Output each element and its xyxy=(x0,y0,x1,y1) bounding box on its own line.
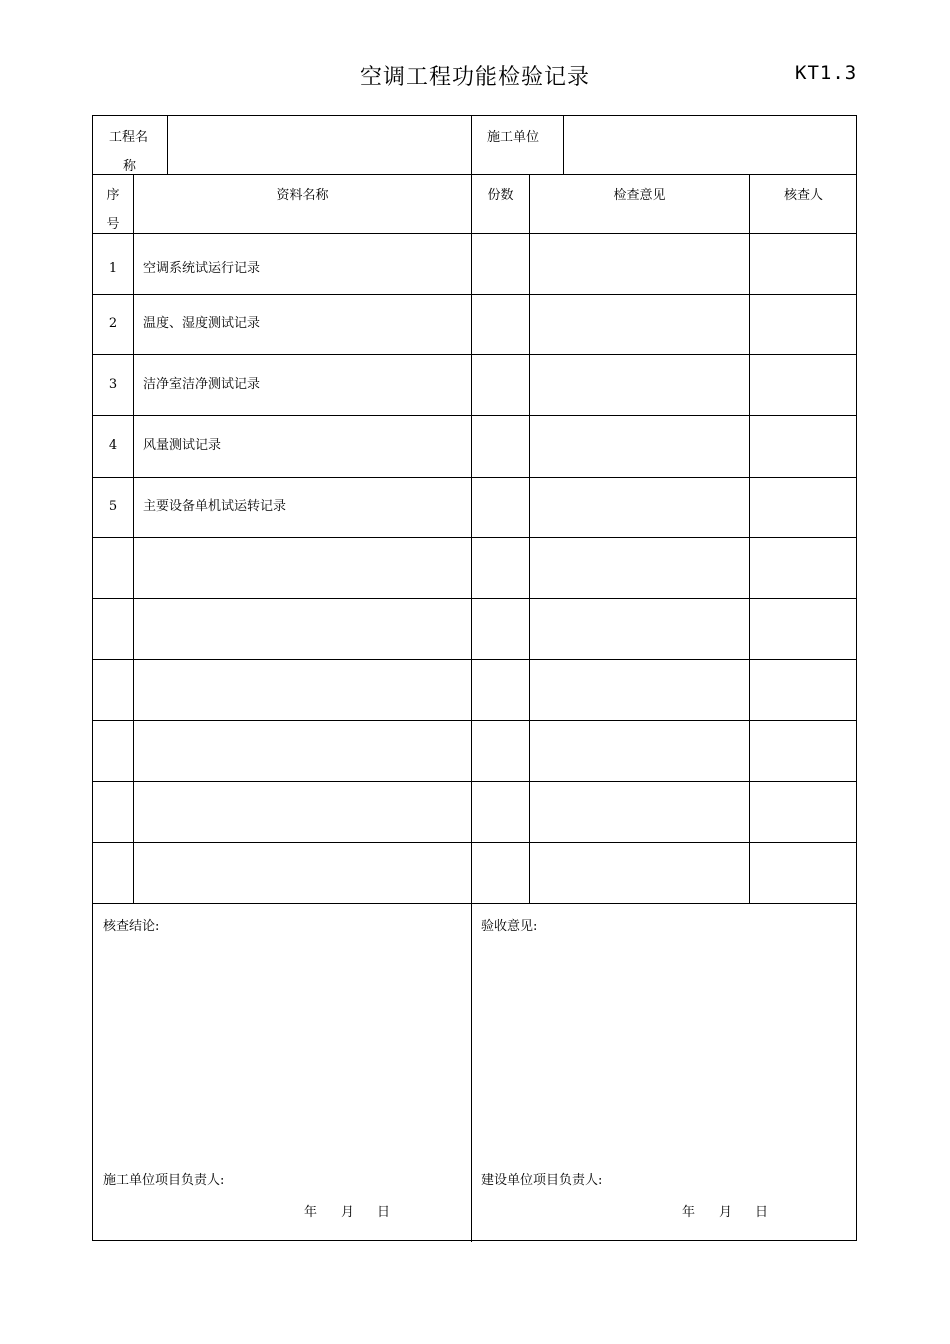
inspection-form-table xyxy=(92,115,857,1241)
grid-line xyxy=(93,415,856,416)
grid-line xyxy=(471,116,472,174)
date-month-right: 月 xyxy=(719,1205,733,1220)
grid-line xyxy=(93,233,856,234)
date-day-right: 日 xyxy=(755,1205,769,1220)
construction-manager-label: 施工单位项目负责人: xyxy=(103,1173,225,1188)
owner-manager-label: 建设单位项目负责人: xyxy=(481,1173,603,1188)
grid-line xyxy=(93,354,856,355)
grid-line xyxy=(167,116,168,174)
grid-line xyxy=(93,174,856,175)
grid-line xyxy=(93,659,856,660)
grid-line xyxy=(563,116,564,174)
project-name-label: 工程名 xyxy=(109,130,149,145)
row-document-name: 空调系统试运行记录 xyxy=(143,261,261,276)
row-number: 5 xyxy=(108,499,118,514)
row-number: 4 xyxy=(108,438,118,453)
row-document-name: 主要设备单机试运转记录 xyxy=(143,499,287,514)
grid-line xyxy=(93,537,856,538)
date-year-right: 年 xyxy=(682,1205,696,1220)
opinion-header: 检查意见 xyxy=(613,188,666,203)
row-number: 1 xyxy=(108,261,118,276)
date-month-left: 月 xyxy=(341,1205,355,1220)
project-name-label-cont: 称 xyxy=(123,159,137,174)
grid-line xyxy=(133,174,134,903)
grid-line xyxy=(93,903,856,904)
form-code: KT1.3 xyxy=(795,62,858,84)
conclusion-label: 核查结论: xyxy=(103,919,160,934)
grid-line xyxy=(93,842,856,843)
document-title: 空调工程功能检验记录 xyxy=(359,65,590,90)
row-number: 2 xyxy=(108,316,118,331)
acceptance-label: 验收意见: xyxy=(481,919,538,934)
grid-line xyxy=(529,174,530,903)
row-number: 3 xyxy=(108,377,118,392)
row-document-name: 洁净室洁净测试记录 xyxy=(143,377,261,392)
checker-header: 核查人 xyxy=(783,188,823,203)
row-document-name: 温度、湿度测试记录 xyxy=(143,316,261,331)
grid-line xyxy=(93,598,856,599)
grid-line xyxy=(749,174,750,903)
grid-line xyxy=(471,174,472,903)
seq-header: 序 xyxy=(106,188,120,203)
construction-unit-label: 施工单位 xyxy=(487,130,540,145)
name-header: 资料名称 xyxy=(276,188,329,203)
grid-line xyxy=(93,720,856,721)
grid-line xyxy=(93,294,856,295)
row-document-name: 风量测试记录 xyxy=(143,438,222,453)
grid-line xyxy=(471,903,472,1242)
date-year-left: 年 xyxy=(304,1205,318,1220)
seq-header-cont: 号 xyxy=(106,217,120,232)
date-day-left: 日 xyxy=(377,1205,391,1220)
grid-line xyxy=(93,781,856,782)
grid-line xyxy=(93,477,856,478)
copies-header: 份数 xyxy=(487,188,514,203)
